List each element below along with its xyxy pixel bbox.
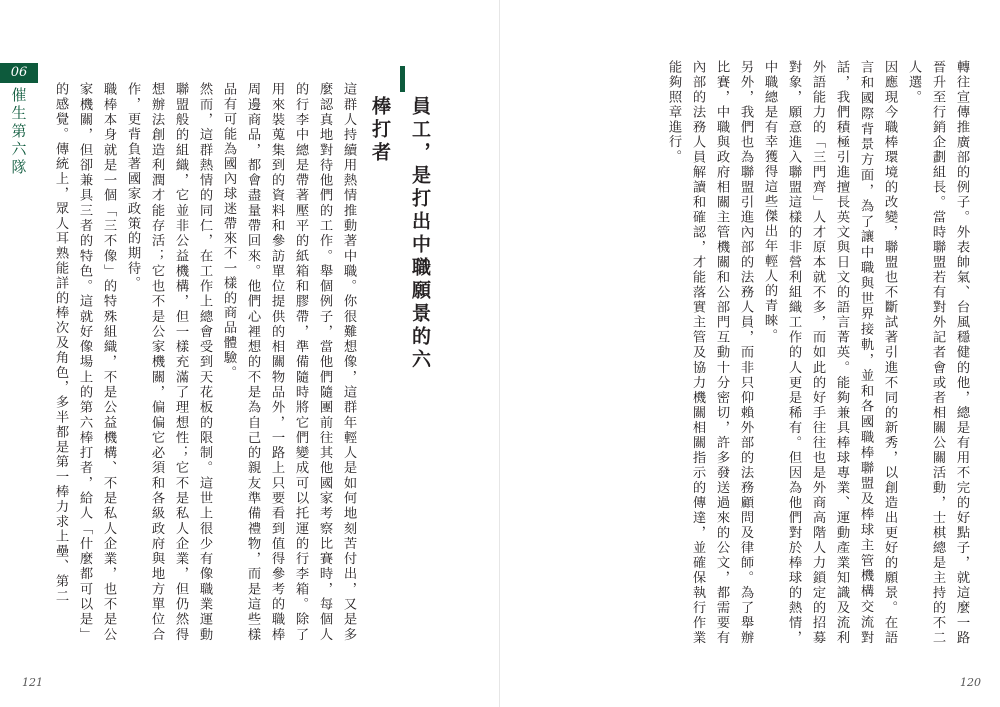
paragraph: 轉往宣傳推廣部的例子。外表帥氣、台風穩健的他，總是有用不完的好點子，就這麼一路晉升至行銷企劃組長。當時聯盟若有對外記者會或者相關公關活動，士棋總是主持的不二人選。: [906, 60, 969, 645]
paragraph: 另外，我們也為聯盟引進內部的法務人員，而非只仰賴外部的法務顧問及律師。為了舉辦比賽，中職與政府相關主管機關和公部門互動十分密切，許多發送過來的公文，都需要有內部的法務人員解讀和確認，才能落實主管及協力機關相關指示的傳達，並確保執行作業能夠照章進行。: [666, 60, 753, 645]
right-body-text: [618, 60, 973, 645]
right-page: [500, 0, 1000, 707]
paragraph: 職棒本身就是一個「三不像」的特殊組織，不是公益機構、不是私人企業，也不是公家機關，但卻兼具三者的特色。這就好像場上的第六棒打者，給人「什麼都可以是」的感覺。傳統上，眾人耳熟能詳的棒次及角色，多半都是第一棒力求上壘、第二: [53, 82, 116, 642]
chapter-tab: [0, 63, 38, 177]
page-number-right: 120: [960, 676, 981, 689]
chapter-number: 06: [0, 63, 38, 83]
paragraph: 然而，這群熱情的同仁，在工作上總會受到天花板的限制。這世上很少有像職業運動聯盟般的組織，它並非公益機構，但一樣充滿了理想性；它不是私人企業，但仍然得想辦法創造利潤才能存活；它也不是公家機關，偏偏它必須和各級政府與地方單位合作，更背負著國家政策的期待。: [125, 82, 212, 642]
left-body-text: [55, 82, 360, 642]
paragraph: 這群人持續用熱情推動著中職。你很難想像，這群年輕人是如何地刻苦付出，又是多麼認真地對待他們的工作。舉個例子，當他們隨團前往其他國家考察比賽時，每個人的行李中總是帶著壓平的紙箱和膠帶，準備隨時將它們變成可以托運的行李箱。除了用來裝蒐集到的資料和參訪單位提供的相關物品外，一路上只要看到值得參考的職棒周邊商品，都會盡量帶回來。他們心裡想的不是為自己的親友準備禮物，而是這些樣品有可能為國內球迷帶來不一樣的商品體驗。: [221, 82, 356, 642]
page-number-left: 121: [22, 676, 43, 689]
paragraph: 因應現今職棒環境的改變，聯盟也不斷試著引進不同的新秀，以創造出更好的願景。在語言和國際背景方面，為了讓中職與世界接軌，並和各國職棒聯盟及棒球主管機構交流對話，我們積極引進擅長英文與日文的語言菁英。能夠兼具棒球專業、運動產業知識及流利外語能力的「三門齊」人才原本就不多，而如此的好手往往也是外商高階人力鎖定的招募對象，願意進入聯盟這樣的非營利組織工作的人更是稀有。但因為他們對於棒球的熱情，中職總是有幸獲得這些傑出年輕人的青睞。: [762, 60, 897, 645]
section-heading: 員工，是打出中職願景的六棒打者: [369, 96, 431, 372]
chapter-title: 催生第六隊: [9, 87, 28, 177]
